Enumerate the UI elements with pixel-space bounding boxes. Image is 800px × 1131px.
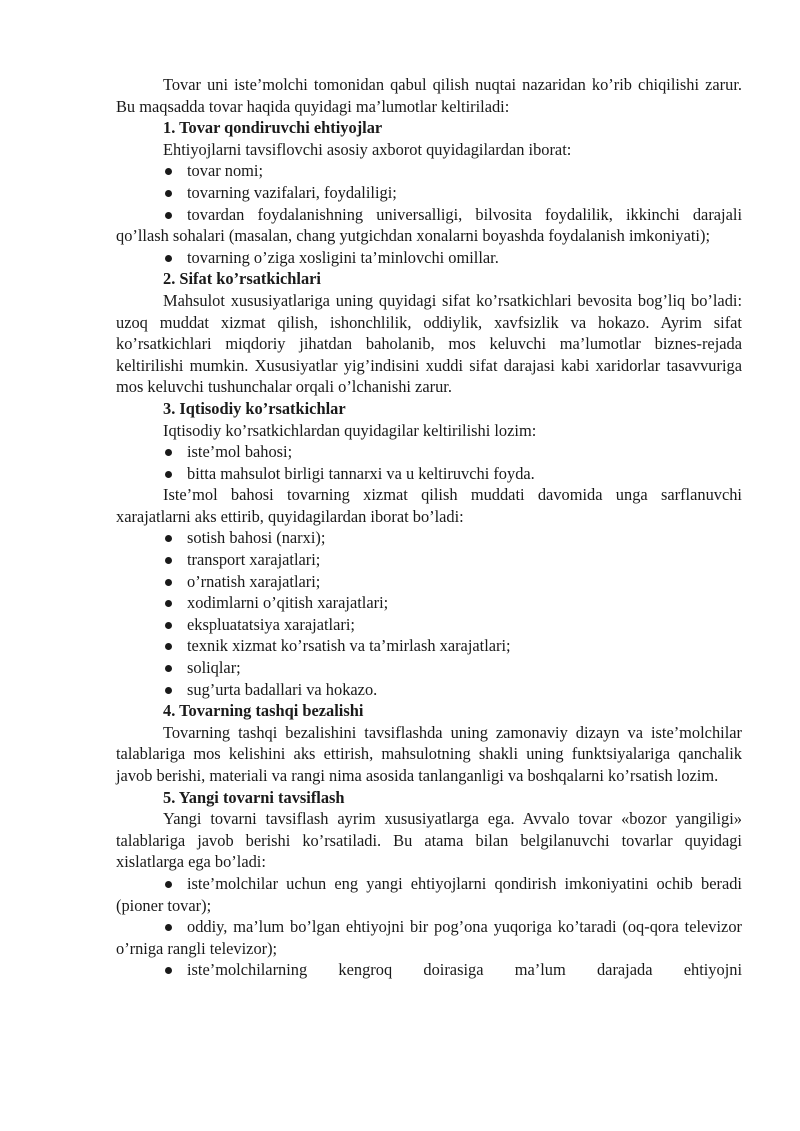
list-item [116,441,742,463]
list-item [116,592,742,614]
list-item [116,527,742,549]
list-item-text: iste’mol bahosi; [187,442,293,462]
intro-paragraph: Tovar uni iste’molchi tomonidan qabul qilish nuqtai nazaridan ko’rib chiqilishi zarur. Bu maqsadda tovar haqida quyidagi ma’lumotlar keltiriladi: [116,75,742,116]
list-item [116,635,742,657]
bullet-icon [165,168,172,175]
section-4-heading: 4. Tovarning tashqi bezalishi [163,701,364,721]
bullet-icon [165,643,172,650]
list-item [116,247,742,269]
section-1-lead: Ehtiyojlarni tavsiflovchi asosiy axborot quyidagilardan iborat: [163,139,572,159]
list-item [116,571,742,593]
bullet-icon [165,665,172,672]
section-3-paragraph: Iste’mol bahosi tovarning xizmat qilish muddati davomida unga sarflanuvchi xarajatlarni aks ettirib, quyidagilardan iborat bo’ladi: [116,485,742,526]
section-3-heading: 3. Iqtisodiy ko’rsatkichlar [163,398,346,418]
bullet-icon [165,557,172,564]
bullet-icon [165,687,172,694]
list-item-text: tovarning vazifalari, foydaliligi; [187,182,397,202]
bullet-icon [165,967,172,974]
list-item-text: xodimlarni o’qitish xarajatlari; [187,593,389,613]
bullet-icon [165,471,172,478]
list-item [116,873,742,916]
list-item [116,182,742,204]
list-item-text: bitta mahsulot birligi tannarxi va u keltiruvchi foyda. [187,463,535,483]
list-item [116,463,742,485]
section-1-heading: 1. Tovar qondiruvchi ehtiyojlar [163,118,383,138]
section-2-heading: 2. Sifat ko’rsatkichlari [163,269,321,289]
list-item-text: sug’urta badallari va hokazo. [187,679,378,699]
list-item [116,160,742,182]
section-3-lead: Iqtisodiy ko’rsatkichlardan quyidagilar keltirilishi lozim: [163,420,537,440]
list-item-text: tovarning o’ziga xosligini ta’minlovchi omillar. [187,247,499,267]
list-item-text: iste’molchilar uchun eng yangi ehtiyojlarni qondirish imkoniyatini ochib beradi (pioner tovar); [116,873,742,915]
bullet-icon [165,622,172,629]
section-5-heading: 5. Yangi tovarni tavsiflash [163,787,345,807]
list-item [116,657,742,679]
bullet-icon [165,255,172,262]
bullet-icon [165,212,172,219]
list-item-text: tovar nomi; [187,161,264,181]
list-item [116,959,742,981]
list-item-text: tovardan foydalanishning universalligi, bilvosita foydalilik, ikkinchi darajali qo’llash sohalari (masalan, chang yutgichdan xonalarni boyashda foydalanish imkoniyati); [116,204,742,246]
list-item-text: sotish bahosi (narxi); [187,528,326,548]
bullet-icon [165,881,172,888]
list-item-text: transport xarajatlari; [187,550,321,570]
list-item-text: texnik xizmat ko’rsatish va ta’mirlash xarajatlari; [187,636,511,656]
bullet-icon [165,449,172,456]
list-item-text: o’rnatish xarajatlari; [187,571,321,591]
bullet-icon [165,924,172,931]
list-item-text: oddiy, ma’lum bo’lgan ehtiyojni bir pog’ona yuqoriga ko’taradi (oq-qora televizor o’rniga rangli televizor); [116,917,742,958]
bullet-icon [165,190,172,197]
list-item [116,614,742,636]
list-item [116,679,742,701]
section-2-body: Mahsulot xususiyatlariga uning quyidagi sifat ko’rsatkichlari bevosita bog’liq bo’ladi: uzoq muddat xizmat qilish, ishonchlilik, oddiylik, xavfsizlik va hokazo. Ayrim sifat ko’rsatkichlari miqdoriy jihatdan baholanib, mos keluvchi ma’lumotlar biznes-rejada keltirilishi mumkin. Xususiyatlar yig’indisini xuddi sifat darajasi kabi xaridorlar tasavvuriga mos keluvchi tushunchalar orqali o’lchanishi zarur. [116,290,742,397]
bullet-icon [165,600,172,607]
list-item-text: ekspluatatsiya xarajatlari; [187,614,355,634]
section-4-body: Tovarning tashqi bezalishini tavsiflashda uning zamonaviy dizayn va iste’molchilar talablariga mos kelishini aks ettirish, mahsulotning shakli uning funktsiyalariga qanchalik javob berishi, materiali va rangi nima asosida tanlanganligi va boshqalarni ko’rsatish lozim. [116,722,742,785]
list-item-text: soliqlar; [187,658,241,678]
bullet-icon [165,579,172,586]
list-item [116,204,742,247]
section-5-body: Yangi tovarni tavsiflash ayrim xususiyatlarga ega. Avvalo tovar «bozor yangiligi» talablariga javob berishi ko’rsatiladi. Bu atama bilan belgilanuvchi tovarlar quyidagi xislatlarga ega bo’ladi: [116,809,742,872]
bullet-icon [165,535,172,542]
list-item [116,916,742,959]
document-page [116,74,742,981]
list-item-text: iste’molchilarning kengroq doirasiga ma’lum darajada ehtiyojni [187,960,742,980]
list-item [116,549,742,571]
